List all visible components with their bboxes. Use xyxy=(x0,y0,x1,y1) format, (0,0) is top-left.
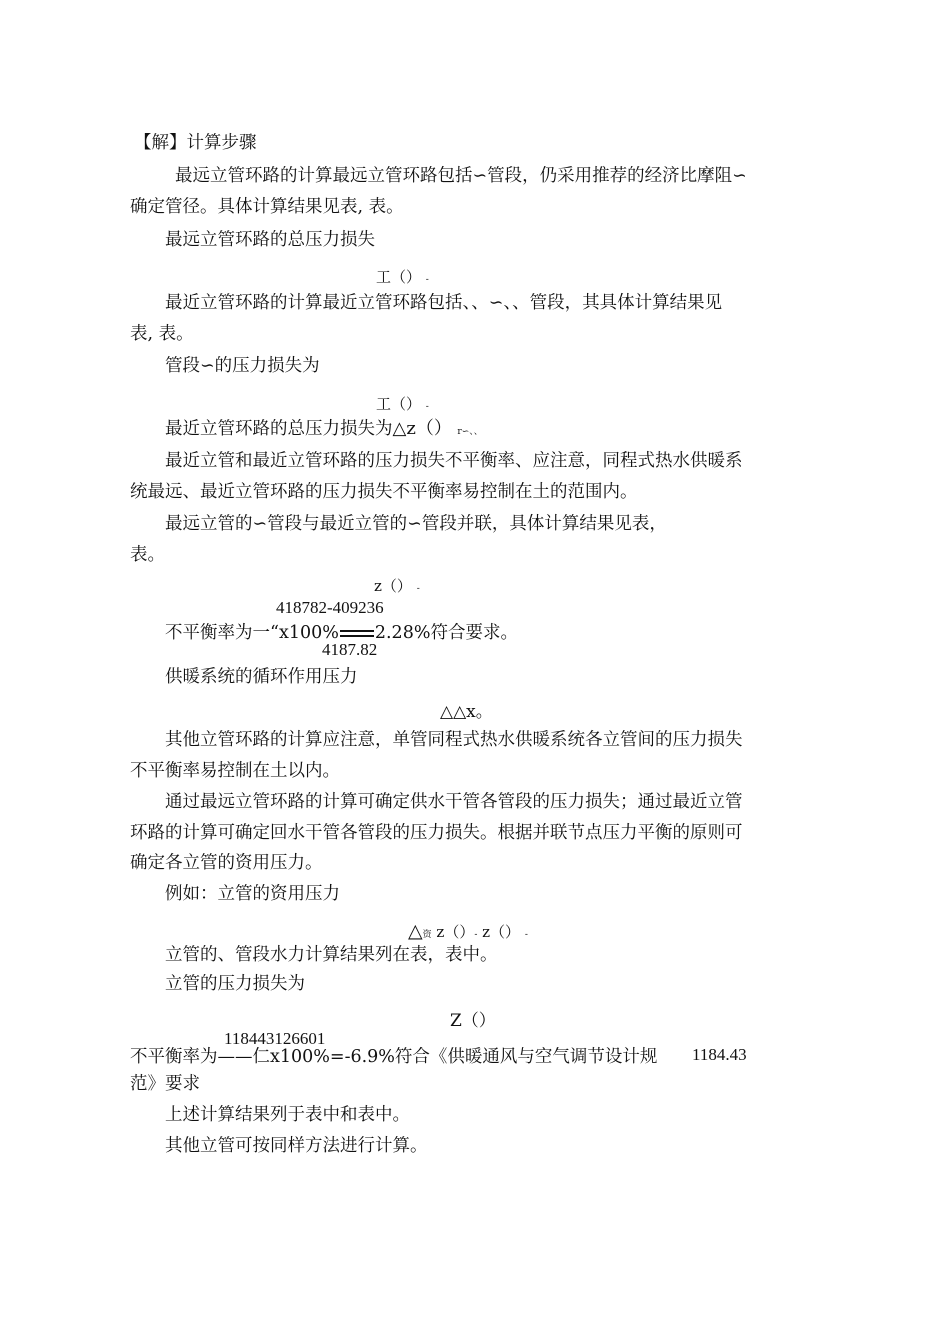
paragraph-1-line-2: 确定管径。具体计算结果见表, 表。 xyxy=(130,197,404,217)
paragraph-9-line-2: 不平衡率易控制在土以内。 xyxy=(130,761,340,781)
equation-2: 工（） - xyxy=(376,395,429,413)
paragraph-10-line-1: 通过最远立管环路的计算可确定供水干管各管段的压力损失；通过最近立管 xyxy=(165,792,743,812)
solution-heading: 【解】计算步骤 xyxy=(134,133,257,153)
fraction-1-denominator: 4187.82 xyxy=(322,640,378,659)
paragraph-3-line-1: 最近立管环路的计算最近立管环路包括、、∽、、管段，其具体计算结果见 xyxy=(165,293,723,313)
equation-3: z（） - xyxy=(374,577,420,595)
paragraph-5: 最近立管环路的总压力损失为△z（） r∽、、 xyxy=(165,418,483,439)
imbalance-rate-2-line-2: 范》要求 xyxy=(130,1074,200,1094)
paragraph-7-line-1: 最远立管的∽管段与最近立管的∽管段并联，具体计算结果见表， xyxy=(165,514,667,534)
paragraph-14: 上述计算结果列于表中和表中。 xyxy=(165,1105,410,1125)
paragraph-8: 供暖系统的循环作用压力 xyxy=(165,667,358,687)
imbalance-rate-1: 不平衡率为一“x100% 2.28%符合要求。 xyxy=(165,623,518,643)
fraction-2-numerator: 118443126601 xyxy=(224,1029,326,1048)
paragraph-1-line-1: 最远立管环路的计算最远立管环路包括∽管段，仍采用推荐的经济比摩阻∽ xyxy=(175,166,747,186)
paragraph-10-line-3: 确定各立管的资用压力。 xyxy=(130,853,323,873)
double-bar-mark xyxy=(340,630,374,637)
fraction-2-denominator: 1184.43 xyxy=(692,1045,747,1064)
equation-5: △资 z（）- z（） - xyxy=(408,920,528,942)
paragraph-3-line-2: 表, 表。 xyxy=(130,324,194,344)
paragraph-10-line-2: 环路的计算可确定回水干管各管段的压力损失。根据并联节点压力平衡的原则可 xyxy=(130,823,743,843)
paragraph-11: 例如：立管的资用压力 xyxy=(165,884,340,904)
paragraph-6-line-1: 最近立管和最近立管环路的压力损失不平衡率、应注意，同程式热水供暖系 xyxy=(165,451,743,471)
paragraph-13: 立管的压力损失为 xyxy=(165,974,305,994)
equation-4: △△x。 xyxy=(440,702,493,722)
paragraph-6-line-2: 统最远、最近立管环路的压力损失不平衡率易控制在土的范围内。 xyxy=(130,482,638,502)
imbalance-rate-2: 不平衡率为——仁x100%=-6.9%符合《供暖通风与空气调节设计规 xyxy=(130,1047,658,1067)
paragraph-4: 管段∽的压力损失为 xyxy=(165,356,320,376)
fraction-1-numerator: 418782-409236 xyxy=(276,598,384,617)
equation-6: Z（） xyxy=(450,1011,496,1031)
paragraph-2: 最远立管环路的总压力损失 xyxy=(165,230,375,250)
paragraph-12: 立管的、管段水力计算结果列在表，表中。 xyxy=(165,945,498,965)
paragraph-7-line-2: 表。 xyxy=(130,545,165,565)
paragraph-15: 其他立管可按同样方法进行计算。 xyxy=(165,1136,428,1156)
equation-1: 工（） - xyxy=(376,268,429,286)
paragraph-9-line-1: 其他立管环路的计算应注意，单管同程式热水供暖系统各立管间的压力损失 xyxy=(165,730,743,750)
